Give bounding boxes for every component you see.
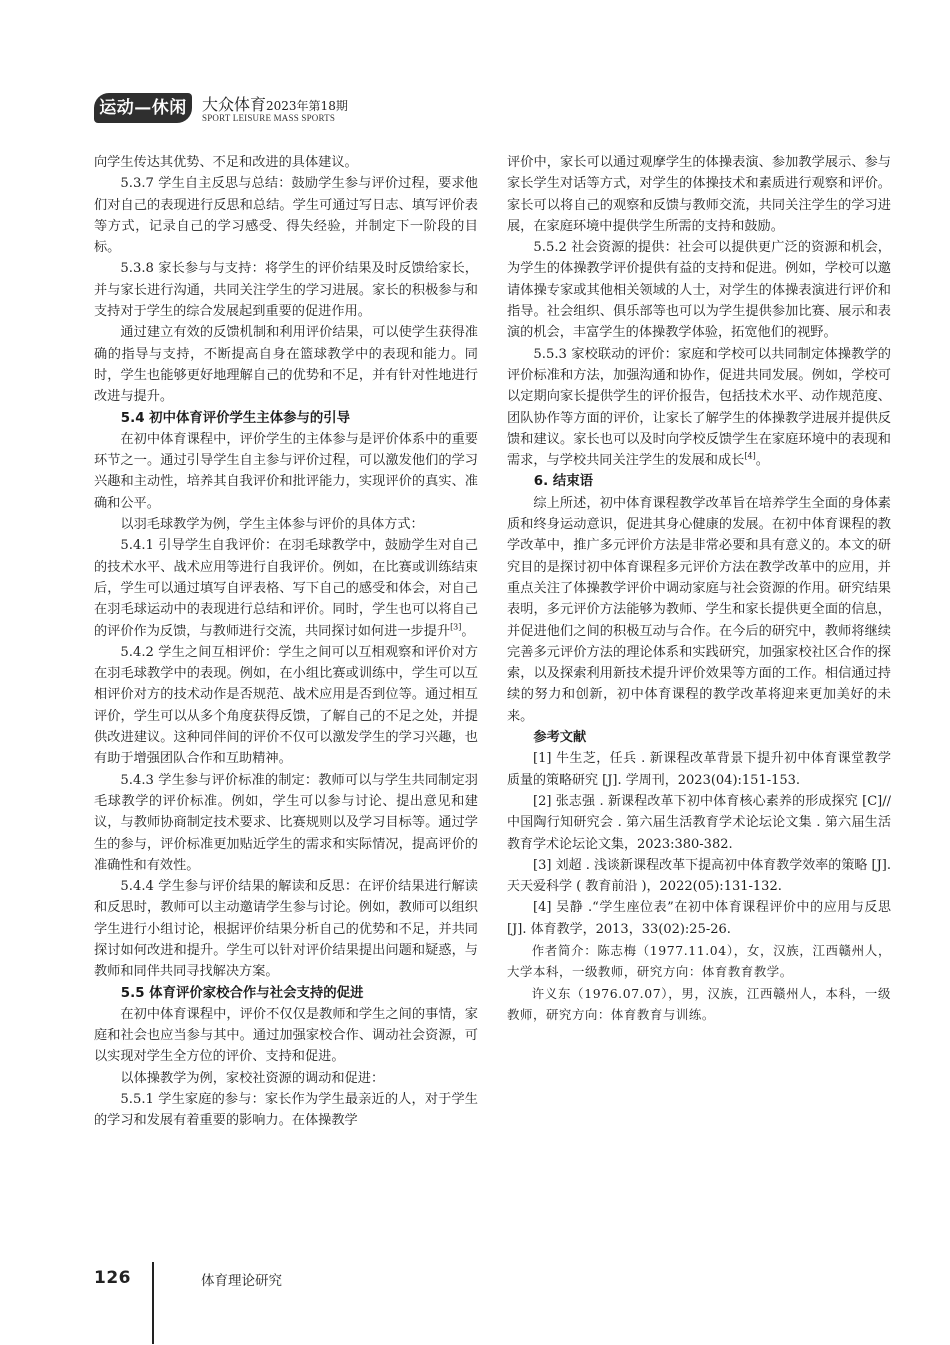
paragraph: 综上所述，初中体育课程教学改革旨在培养学生全面的身体素质和终身运动意识，促进其身心健康的发展。在初中体育课程的教学改革中，推广多元评价方法是非常必要和具有意义的。本文的研究目的是探讨初中体育课程多元评价方法在教学改革中的应用，并重点关注了体操教学评价中调动家庭与社会资源的作用。研究结果表明，多元评价方法能够为教师、学生和家长提供更全面的信息，并促进他们之间的积极互动与合作。在今后的研究中，教师将继续完善多元评价方法的理论体系和实践研究，加强家校社区合作的探索，以及探索利用新技术提升评价效果等方面的工作。相信通过持续的努力和创新，初中体育课程的教学改革将迎来更加美好的未来。 — [507, 495, 891, 724]
paragraph — [507, 344, 891, 472]
author-bio: 许义东（1976.07.07），男，汉族，江西赣州人，本科，一级教师，研究方向：体育教育与训练。 — [507, 985, 891, 1022]
paragraph: 5.4.3 学生参与评价标准的制定：教师可以与学生共同制定羽毛球教学的评价标准。例如，学生可以参与讨论、提出意见和建议，与教师协商制定技术要求、比赛规则以及学习目标等。通过学生的参与，评价标准更加贴近学生的需求和实际情况，提高评价的准确性和有效性。 — [94, 772, 478, 873]
citation-marker: [4] — [744, 451, 756, 461]
paragraph — [94, 535, 478, 641]
footer-divider — [152, 1262, 154, 1344]
paragraph: 5.4.4 学生参与评价结果的解读和反思：在评价结果进行解读和反思时，教师可以主动邀请学生参与讨论。例如，教师可以组织学生进行小组讨论，根据评价结果分析自己的优势和不足，并共同探讨如何改进和提升。学生可以针对评价结果提出问题和疑惑，与教师和同伴共同寻找解决方案。 — [94, 879, 478, 980]
paragraph: 5.3.7 学生自主反思与总结：鼓励学生参与评价过程，要求他们对自己的表现进行反思和总结。学生可通过写日志、填写评价表等方式，记录自己的学习感受、得失经验，并制定下一阶段的目标。 — [94, 176, 478, 256]
paragraph: 在初中体育课程中，评价不仅仅是教师和学生之间的事情，家庭和社会也应当参与其中。通过加强家校合作、调动社会资源，可以实现对学生全方位的评价、支持和促进。 — [94, 1006, 478, 1065]
magazine-subtitle: SPORT LEISURE MASS SPORTS — [202, 113, 336, 123]
paragraph: 评价中，家长可以通过观摩学生的体操表演、参加教学展示、参与家长学生对话等方式，对学生的体操技术和素质进行观察和评价。家长可以将自己的观察和反馈与教师交流，共同关注学生的学习进展，在家庭环境中提供学生所需的支持和鼓励。 — [507, 155, 891, 234]
section-heading-6: 6. 结束语 — [533, 474, 594, 490]
section-heading-5-5: 5.5 体育评价家校合作与社会支持的促进 — [120, 985, 364, 1001]
reference-item: [3] 刘超 . 浅谈新课程改革下提高初中体育教学效率的策略 [J]. 天天爱科学 ( 教育前沿 )，2022(05):131-132. — [507, 857, 891, 895]
paragraph: 以羽毛球教学为例，学生主体参与评价的具体方式： — [120, 517, 424, 533]
paragraph: 向学生传达其优势、不足和改进的具体建议。 — [94, 155, 358, 170]
paragraph: 5.5.1 学生家庭的参与：家长作为学生最亲近的人，对于学生的学习和发展有着重要的影响力。在体操教学 — [94, 1092, 478, 1129]
paragraph-end: 。 — [755, 453, 769, 469]
paragraph-text: 5.5.3 家校联动的评价：家庭和学校可以共同制定体操教学的评价标准和方法，加强沟通和协作，促进共同发展。例如，学校可以定期向家长提供学生的评价报告，包括技术水平、动作规范度、团队协作等方面的评价，让家长了解学生的体操教学进展并提供反馈和建议。家长也可以及时向学校反馈学生在家庭环境中的表现和需求，与学校共同关注学生的发展和成长 — [507, 346, 891, 469]
issue-number: 2023年第18期 — [266, 99, 348, 113]
paragraph-end: 。 — [461, 623, 475, 639]
paragraph: 以体操教学为例，家校社资源的调动和促进： — [120, 1070, 385, 1086]
paragraph: 在初中体育课程中，评价学生的主体参与是评价体系中的重要环节之一。通过引导学生自主参与评价过程，可以激发他们的学习兴趣和主动性，培养其自我评价和批评能力，实现评价的真实、准确和公平。 — [94, 431, 478, 511]
magazine-title — [202, 92, 348, 115]
paragraph: 5.3.8 家长参与与支持：将学生的评价结果及时反馈给家长，并与家长进行沟通，共同关注学生的学习进展。家长的积极参与和支持对于学生的综合发展起到重要的促进作用。 — [94, 261, 478, 320]
footer-section-title: 体育理论研究 — [201, 1273, 282, 1289]
paragraph: 通过建立有效的反馈机制和利用评价结果，可以使学生获得准确的指导与支持，不断提高自身在篮球教学中的表现和能力。同时，学生也能够更好地理解自己的优势和不足，并有针对性地进行改进与提升。 — [94, 325, 478, 405]
paragraph: 5.5.2 社会资源的提供：社会可以提供更广泛的资源和机会，为学生的体操教学评价提供有益的支持和促进。例如，学校可以邀请体操专家或其他相关领域的人士，对学生的体操表演进行评价和指导。社会组织、俱乐部等也可以为学生提供参加比赛、展示和表演的机会，丰富学生的体操教学体验，拓宽他们的视野。 — [507, 240, 891, 341]
author-bio: 作者简介：陈志梅（1977.11.04），女，汉族，江西赣州人，大学本科，一级教师，研究方向：体育教育教学。 — [507, 942, 891, 980]
section-badge: 运动—休闲 — [94, 93, 192, 123]
reference-item: [1] 牛生芝，任兵 . 新课程改革背景下提升初中体育课堂教学质量的策略研究 [J]. 学周刊，2023(04):151-153. — [507, 751, 891, 788]
reference-item: [4] 吴静 .“学生座位表”在初中体育课程评价中的应用与反思 [J]. 体育教学，2013，33(02):25-26. — [507, 900, 891, 937]
left-column — [94, 152, 478, 1132]
citation-marker: [3] — [450, 622, 462, 632]
paragraph-text: 5.4.1 引导学生自我评价：在羽毛球教学中，鼓励学生对自己的技术水平、战术应用等进行自我评价。例如，在比赛或训练结束后，学生可以通过填写自评表格、写下自己的感受和体会，对自己在羽毛球运动中的表现进行总结和评价。同时，学生也可以将自己的评价作为反馈，与教师进行交流，共同探讨如何进一步提升 — [94, 538, 478, 639]
page-number: 126 — [94, 1268, 131, 1288]
magazine-name: 大众体育 — [202, 95, 267, 114]
paragraph: 5.4.2 学生之间互相评价：学生之间可以互相观察和评价对方在羽毛球教学中的表现。例如，在小组比赛或训练中，学生可以互相评价对方的技术动作是否规范、战术应用是否到位等。通过相互评价，学生可以从多个角度获得反馈，了解自己的不足之处，并提供改进建议。这种同伴间的评价不仅可以激发学生的学习兴趣，也有助于增强团队合作和互助精神。 — [94, 644, 478, 767]
right-column — [507, 152, 891, 1025]
references-title: 参考文献 — [533, 730, 587, 746]
reference-item: [2] 张志强 . 新课程改革下初中体育核心素养的形成探究 [C]// 中国陶行知研究会 . 第六届生活教育学术论坛论文集 . 第六届生活教育学术论坛论文集，2023:380-382. — [507, 793, 891, 852]
section-heading-5-4: 5.4 初中体育评价学生主体参与的引导 — [120, 410, 351, 426]
